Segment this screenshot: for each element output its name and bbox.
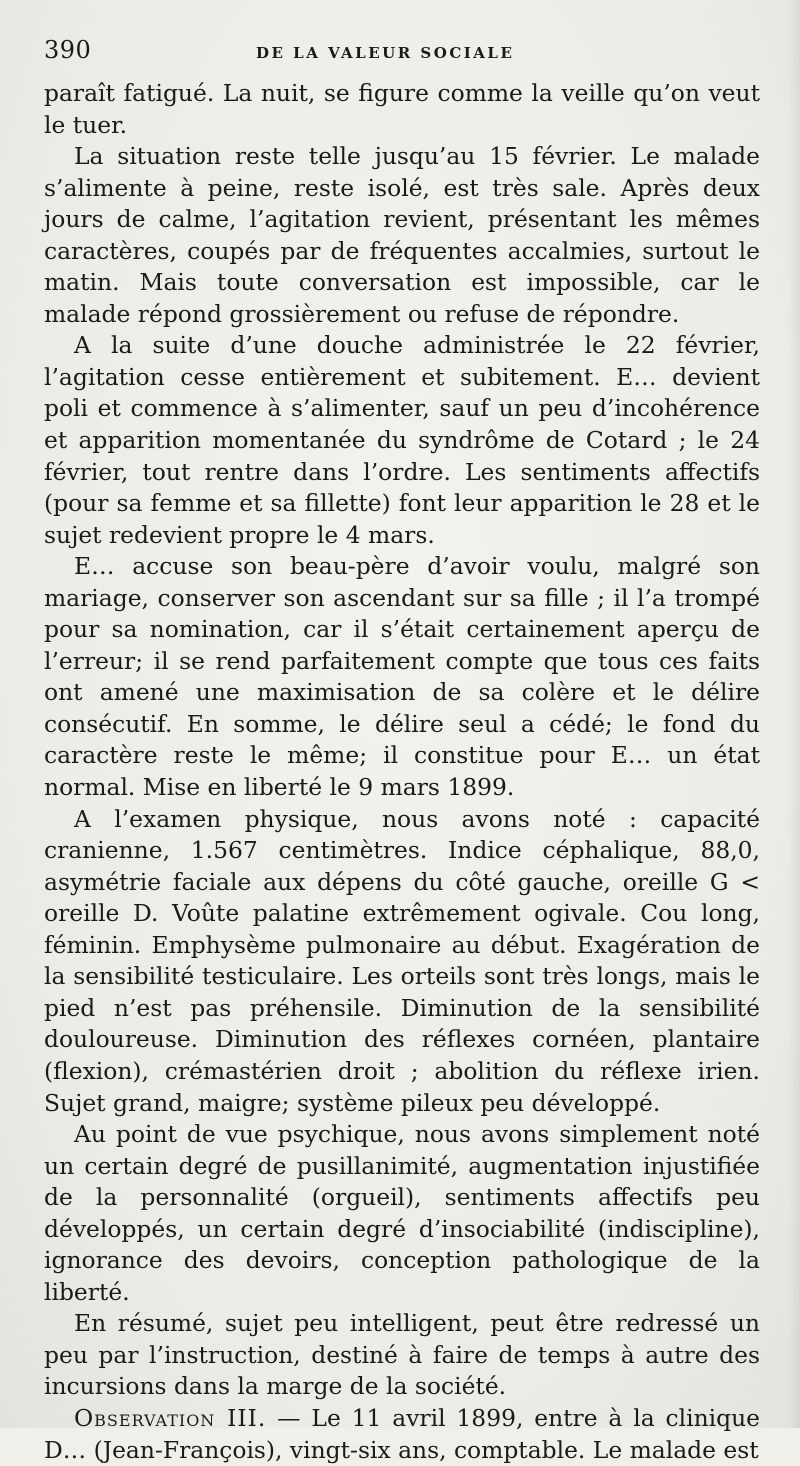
page-edge-shadow [788, 0, 800, 1428]
paragraph-continuation: paraît fatigué. La nuit, se figure comme la veille qu’on veut le tuer. [44, 79, 760, 139]
paragraph: Au point de vue psychique, nous avons simplement noté un certain degré de pusillanimité, augmentation injustifiée de la personnalité (orgueil), sentiments affectifs peu développés, un certain degré d’insociabilité (indiscipline), ignorance des devoirs, conception pathologique de la liberté. [44, 1120, 760, 1306]
body-text [44, 78, 760, 1466]
running-head: DE LA VALEUR SOCIALE [256, 44, 515, 62]
paragraph: E… accuse son beau-père d’avoir voulu, malgré son mariage, conserver son ascendant sur sa fille ; il l’a trompé pour sa nomination, car il s’était certainement aperçu de l’erreur; il se rend parfaitement compte que tous ces faits ont amené une maximisation de sa colère et le délire consécutif. En somme, le délire seul a cédé; le fond du caractère reste le même; il constitue pour E… un état normal. Mise en liberté le 9 mars 1899. [44, 552, 760, 802]
observation-title: Observation III. [74, 1403, 267, 1432]
observation-paragraph [44, 1403, 760, 1466]
paragraph: A la suite d’une douche administrée le 22 février, l’agitation cesse entièrement et subitement. E… devient poli et commence à s’alimenter, sauf un peu d’incohérence et apparition momentanée du syndrôme de Cotard ; le 24 février, tout rentre dans l’ordre. Les sentiments affectifs (pour sa femme et sa fillette) font leur apparition le 28 et le sujet redevient propre le 4 mars. [44, 331, 760, 549]
paragraph: En résumé, sujet peu intelligent, peut être redressé un peu par l’instruction, destiné à faire de temps à autre des incursions dans la marge de la société. [44, 1309, 760, 1401]
paragraph: A l’examen physique, nous avons noté : capacité cranienne, 1.567 centimètres. Indice céphalique, 88,0, asymétrie faciale aux dépens du côté gauche, oreille G < oreille D. Voûte palatine extrêmement ogivale. Cou long, féminin. Emphysème pulmonaire au début. Exagération de la sensibilité testiculaire. Les orteils sont très longs, mais le pied n’est pas préhensile. Diminution de la sensibilité douloureuse. Diminution des réflexes cornéen, plantaire (flexion), crémastérien droit ; abolition du réflexe irien. Sujet grand, maigre; système pileux peu développé. [44, 804, 760, 1117]
page-header [44, 36, 756, 66]
paragraph: La situation reste telle jusqu’au 15 février. Le malade s’alimente à peine, reste isolé, est très sale. Après deux jours de calme, l’agitation revient, présentant les mêmes caractères, coupés par de fréquentes accalmies, surtout le matin. Mais toute conversation est impossible, car le malade répond grossièrement ou refuse de répondre. [44, 142, 760, 328]
observation-text: — Le 11 avril 1899, entre à la clinique D… (Jean-François), vingt-six ans, comptable. Le malade est [44, 1403, 760, 1464]
page-number: 390 [44, 36, 92, 64]
